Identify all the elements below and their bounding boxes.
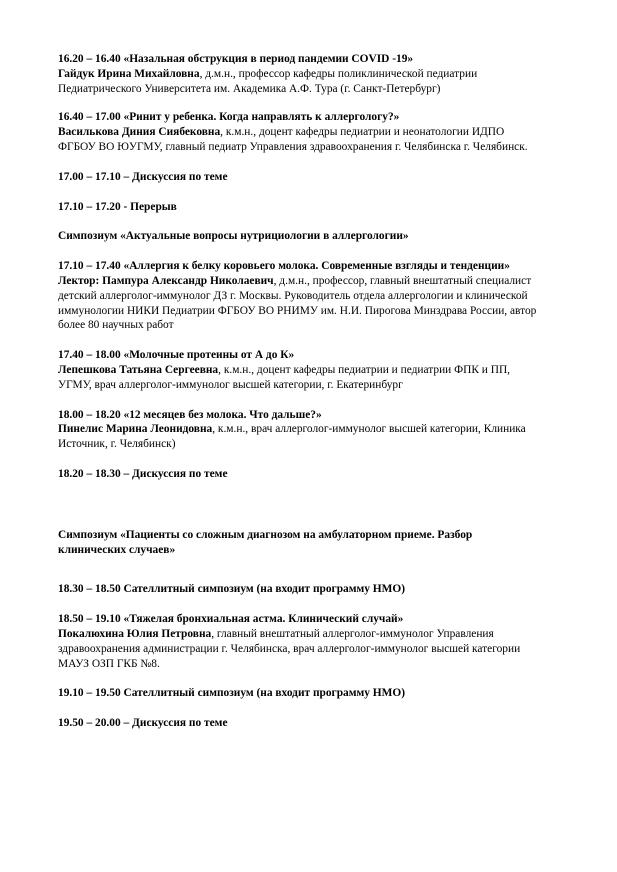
session-title: 16.20 – 16.40 «Назальная обструкция в период пандемии COVID -19» [58, 53, 414, 65]
speaker-line [58, 363, 598, 378]
speaker-info: , д.м.н., профессор, главный внештатный специалист [273, 274, 532, 287]
speaker-name: Пинелис Марина Леонидовна [58, 423, 213, 436]
speaker-name: Лектор: Пампура Александр Николаевич [58, 274, 274, 287]
session-title: 17.10 – 17.40 «Аллергия к белку коровьего молока. Современные взгляды и тенденции» [58, 260, 510, 273]
speaker-name: Василькова Диния Сиябековна [58, 126, 221, 139]
speaker-line [58, 125, 598, 140]
session-title: 18.00 – 18.20 «12 месяцев без молока. Что дальше?» [58, 408, 322, 421]
speaker-info: здравоохранения администрации г. Челябинска, врач аллерголог-иммунолог высшей категории [58, 642, 521, 655]
speaker-info: детский аллерголог-иммунолог ДЗ г. Москвы. Руководитель отдела аллергологии и клинической [58, 289, 528, 302]
session-2 [58, 110, 598, 154]
speaker-name: Гайдук Ирина Михайловна [58, 67, 200, 80]
session-4 [58, 348, 598, 392]
discussion-2: 18.20 – 18.30 – Дискуссия по теме [58, 467, 228, 480]
session-5 [58, 408, 598, 452]
symposium-title-1: Симпозиум «Актуальные вопросы нутрициологии в аллергологии» [58, 230, 409, 243]
speaker-line [58, 627, 598, 642]
speaker-info: Источник, г. Челябинск) [58, 438, 176, 451]
session-title: 17.40 – 18.00 «Молочные протеины от А до К» [58, 349, 295, 362]
session-1 [58, 52, 598, 96]
session-title: 16.40 – 17.00 «Ринит у ребенка. Когда направлять к аллергологу?» [58, 111, 400, 124]
speaker-info: Педиатрического Университета им. Академика А.Ф. Тура (г. Санкт-Петербург) [58, 82, 441, 95]
speaker-info: МАУЗ ОЗП ГКБ №8. [58, 657, 160, 670]
speaker-info: более 80 научных работ [58, 319, 174, 332]
speaker-info: , к.м.н., врач аллерголог-иммунолог высшей категории, Клиника [212, 423, 526, 436]
satellite-symposium-1: 18.30 – 18.50 Сателлитный симпозиум (на входит программу НМО) [58, 583, 406, 596]
speaker-info: , к.м.н., доцент кафедры педиатрии и педиатрии ФПК и ПП, [218, 363, 511, 376]
speaker-name: Лепешкова Татьяна Сергеевна [58, 363, 219, 376]
session-3 [58, 259, 598, 333]
speaker-info: иммунологии НИКИ Педиатрии ФГБОУ ВО РНИМУ им. Н.И. Пирогова Минздрава России, автор [58, 304, 537, 317]
satellite-symposium-2: 19.10 – 19.50 Сателлитный симпозиум (на входит программу НМО) [58, 687, 406, 700]
break: 17.10 – 17.20 - Перерыв [58, 200, 177, 213]
program-page [58, 52, 598, 731]
symposium-title-line: клинических случаев» [58, 543, 176, 556]
speaker-info: , д.м.н., профессор кафедры поликлинической педиатрии [199, 67, 478, 80]
speaker-name: Покалюхина Юлия Петровна [58, 627, 212, 640]
speaker-line [58, 67, 598, 82]
speaker-info: УГМУ, врач аллерголог-иммунолог высшей категории, г. Екатеринбург [58, 378, 403, 391]
speaker-info: , к.м.н., доцент кафедры педиатрии и неонатологии ИДПО [220, 126, 505, 139]
speaker-line [58, 422, 598, 437]
session-6 [58, 612, 598, 671]
speaker-info: , главный внештатный аллерголог-иммунолог Управления [211, 627, 494, 640]
discussion-3: 19.50 – 20.00 – Дискуссия по теме [58, 717, 228, 730]
discussion-1: 17.00 – 17.10 – Дискуссия по теме [58, 170, 228, 183]
symposium-title-2 [58, 528, 598, 558]
speaker-line [58, 274, 598, 289]
session-title: 18.50 – 19.10 «Тяжелая бронхиальная астма. Клинический случай» [58, 613, 404, 626]
symposium-title-line: Симпозиум «Пациенты со сложным диагнозом на амбулаторном приеме. Разбор [58, 528, 473, 541]
speaker-info: ФГБОУ ВО ЮУГМУ, главный педиатр Управления здравоохранения г. Челябинска г. Челябинск. [58, 140, 528, 153]
